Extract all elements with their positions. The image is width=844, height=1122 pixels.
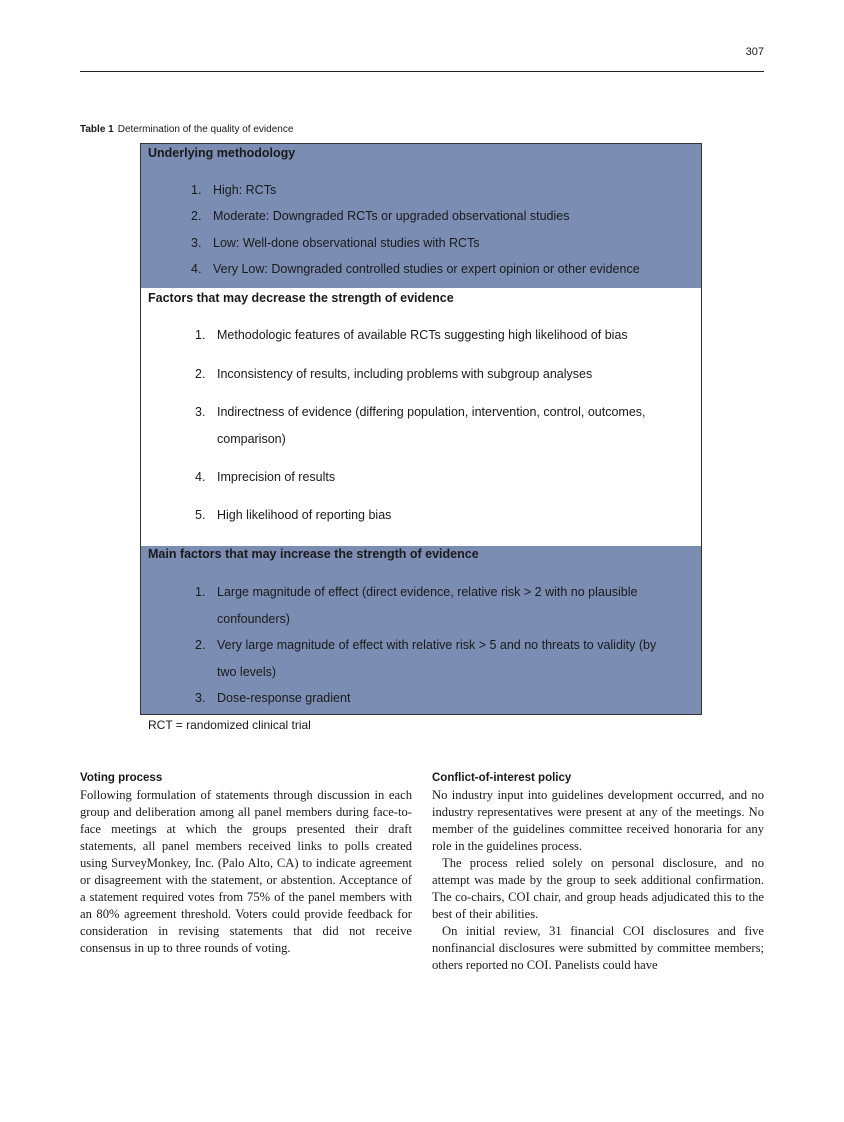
- section-heading: Underlying methodology: [148, 146, 296, 160]
- table-footnote: RCT = randomized clinical trial: [148, 718, 311, 732]
- body-paragraph: On initial review, 31 financial COI disclosures and five nonfinancial disclosures were submitted by committee members; others reported no COI. Panelists could have: [432, 924, 764, 972]
- item-number: 4.: [195, 470, 206, 484]
- table-caption: [80, 124, 293, 135]
- list-item: [191, 183, 276, 197]
- list-item-continuation: two levels): [217, 665, 277, 679]
- section-heading: Factors that may decrease the strength of evidence: [148, 291, 454, 305]
- item-text: High: RCTs: [213, 183, 277, 197]
- body-paragraph: Following formulation of statements through discussion in each group and deliberation among all panel members during face-to-face meetings at which the groups presented their draft statements, all panel members received links to polls created using SurveyMonkey, Inc. (Palo Alto, CA) to indicate agreement or disagreement with the statement, or abstention. Acceptance of a statement required votes from 75% of the panel members with an 80% agreement threshold. Voters could provide feedback for consideration in revising statements that did not receive consensus in up to three rounds of voting.: [80, 788, 412, 955]
- item-text: Methodologic features of available RCTs suggesting high likelihood of bias: [217, 328, 628, 342]
- item-number: 4.: [191, 262, 202, 276]
- item-number: 1.: [195, 585, 206, 599]
- list-item-continuation: comparison): [217, 432, 286, 446]
- item-text: High likelihood of reporting bias: [217, 508, 392, 522]
- list-item: [195, 328, 628, 342]
- list-item-continuation: confounders): [217, 612, 290, 626]
- header-rule: [80, 71, 764, 72]
- underlying-methodology-section: [141, 144, 701, 288]
- increase-factors-section: [141, 546, 701, 714]
- item-number: 5.: [195, 508, 206, 522]
- item-number: 2.: [195, 638, 206, 652]
- list-item: [195, 638, 656, 652]
- coi-policy-section: [432, 770, 764, 974]
- body-paragraph: The process relied solely on personal disclosure, and no attempt was made by the group to seek additional confirmation. The co-chairs, COI chair, and group heads adjudicated this to the best of their abilities.: [432, 856, 764, 921]
- item-text: Imprecision of results: [217, 470, 336, 484]
- item-text: Very large magnitude of effect with relative risk > 5 and no threats to validity (by: [217, 638, 657, 652]
- table-caption-text: Determination of the quality of evidence: [117, 124, 294, 135]
- item-number: 2.: [191, 209, 202, 223]
- item-number: 1.: [195, 328, 206, 342]
- item-number: 2.: [195, 367, 206, 381]
- item-text: Moderate: Downgraded RCTs or upgraded observational studies: [213, 209, 570, 223]
- item-number: 3.: [191, 236, 202, 250]
- section-heading: Voting process: [80, 772, 163, 784]
- page-number: 307: [745, 46, 764, 58]
- list-item: [191, 262, 640, 276]
- list-item: [191, 209, 569, 223]
- list-item: [195, 367, 592, 381]
- body-paragraph: No industry input into guidelines development occurred, and no industry representatives were present at any of the meetings. No member of the guidelines committee received honoraria for any role in the guidelines process.: [432, 788, 764, 853]
- item-number: 3.: [195, 691, 206, 705]
- voting-process-section: [80, 770, 412, 957]
- list-item: [195, 470, 335, 484]
- evidence-quality-table: [140, 143, 702, 715]
- item-text: Dose-response gradient: [217, 691, 351, 705]
- item-text: Indirectness of evidence (differing population, intervention, control, outcomes,: [217, 405, 646, 419]
- item-text: Large magnitude of effect (direct evidence, relative risk > 2 with no plausible: [217, 585, 638, 599]
- section-heading: Conflict-of-interest policy: [432, 772, 572, 784]
- decrease-factors-section: [141, 288, 701, 546]
- item-number: 1.: [191, 183, 202, 197]
- list-item: [195, 508, 391, 522]
- item-text: Inconsistency of results, including problems with subgroup analyses: [217, 367, 593, 381]
- table-label: Table 1: [80, 124, 114, 135]
- list-item: [195, 585, 638, 599]
- item-text: Very Low: Downgraded controlled studies or expert opinion or other evidence: [213, 262, 640, 276]
- item-text: Low: Well-done observational studies with RCTs: [213, 236, 480, 250]
- list-item: [195, 405, 646, 419]
- list-item: [191, 236, 480, 250]
- section-heading: Main factors that may increase the strength of evidence: [148, 547, 479, 561]
- list-item: [195, 691, 350, 705]
- item-number: 3.: [195, 405, 206, 419]
